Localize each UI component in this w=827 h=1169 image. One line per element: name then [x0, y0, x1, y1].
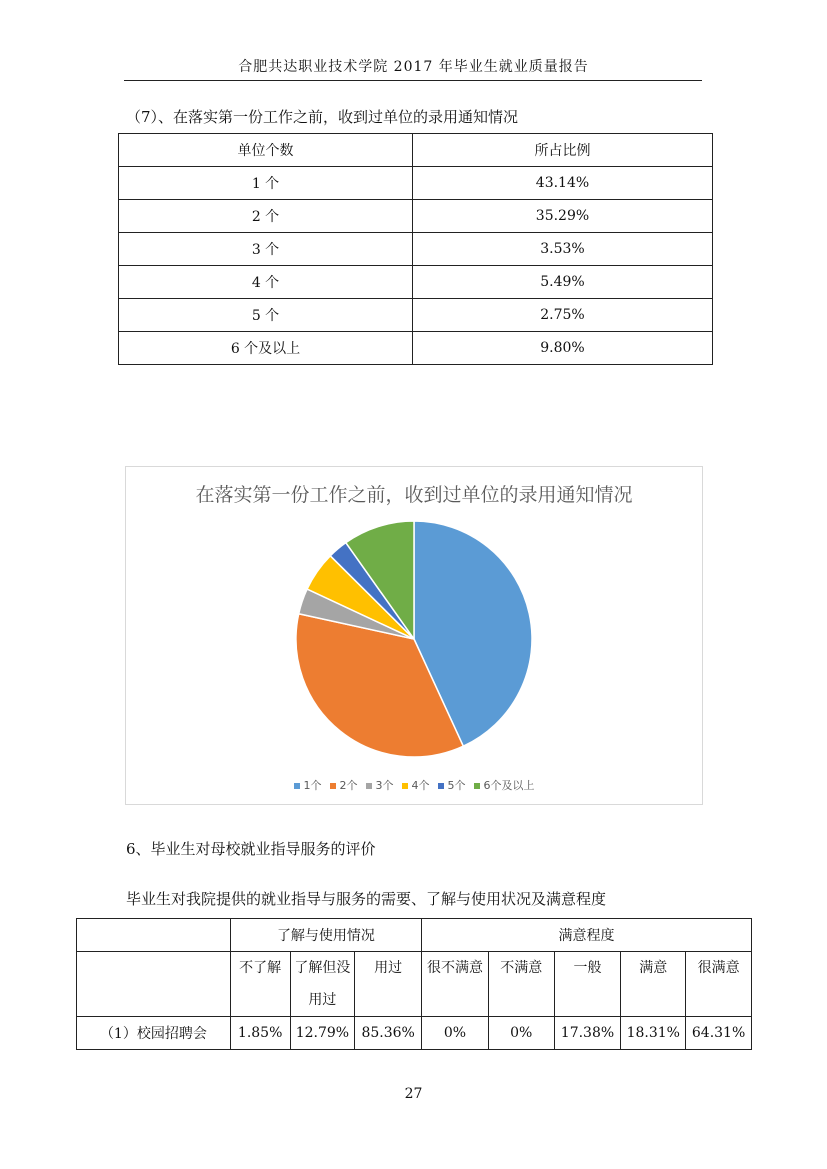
page-number: 27: [404, 1086, 423, 1102]
table-row: [119, 200, 713, 233]
empty-header-cell: [77, 952, 231, 1017]
row-label: （1）校园招聘会: [77, 1017, 231, 1050]
offer-count-table: [118, 133, 713, 365]
table-header-row: [119, 134, 713, 167]
column-header: 不满意: [488, 952, 554, 1017]
column-header: 一般: [554, 952, 621, 1017]
service-evaluation-table: [76, 918, 752, 1050]
table-cell: 3 个: [119, 233, 413, 266]
column-header: 所占比例: [413, 134, 713, 167]
table-cell: 43.14%: [413, 167, 713, 200]
legend-swatch: [330, 783, 336, 789]
legend-swatch: [438, 783, 444, 789]
table-cell: 2.75%: [413, 299, 713, 332]
page-header-title: 合肥共达职业技术学院 2017 年毕业生就业质量报告: [238, 59, 589, 75]
pie-chart-canvas: [126, 467, 702, 804]
column-header: 用过: [355, 952, 422, 1017]
legend-item: [438, 777, 466, 793]
group-header-usage: 了解与使用情况: [230, 919, 421, 952]
legend-label: 4个: [411, 779, 430, 792]
legend-item: [294, 777, 322, 793]
chart-title: 在落实第一份工作之前，收到过单位的录用通知情况: [195, 484, 633, 506]
table-cell: 5 个: [119, 299, 413, 332]
table-cell: 9.80%: [413, 332, 713, 365]
table-cell: 3.53%: [413, 233, 713, 266]
legend-item: [366, 777, 394, 793]
table-cell: 0%: [488, 1017, 554, 1050]
table-cell: 4 个: [119, 266, 413, 299]
legend-label: 3个: [375, 779, 394, 792]
column-header: 了解但没用过: [290, 952, 355, 1017]
table1-caption: （7）、在落实第一份工作之前，收到过单位的录用通知情况: [126, 108, 519, 126]
table-cell: 1.85%: [230, 1017, 290, 1050]
legend-swatch: [402, 783, 408, 789]
table-cell: 35.29%: [413, 200, 713, 233]
table-cell: 64.31%: [686, 1017, 752, 1050]
table-cell: 6 个及以上: [119, 332, 413, 365]
table-cell: 17.38%: [554, 1017, 621, 1050]
column-header: 很不满意: [422, 952, 489, 1017]
legend-label: 5个: [447, 779, 466, 792]
header-rule: [124, 80, 702, 81]
table-row: [77, 1017, 752, 1050]
legend-swatch: [366, 783, 372, 789]
legend-swatch: [474, 783, 480, 789]
table-cell: 0%: [422, 1017, 489, 1050]
table-cell: 12.79%: [290, 1017, 355, 1050]
table2-caption: 毕业生对我院提供的就业指导与服务的需要、了解与使用状况及满意程度: [126, 890, 607, 908]
table-cell: 2 个: [119, 200, 413, 233]
group-header-satisfaction: 满意程度: [422, 919, 752, 952]
table-subheader-row: [77, 952, 752, 1017]
table-cell: 1 个: [119, 167, 413, 200]
table-row: [119, 233, 713, 266]
legend-item: [402, 777, 430, 793]
chart-legend: [126, 777, 702, 793]
legend-swatch: [294, 783, 300, 789]
legend-item: [474, 777, 535, 793]
table-header-row: [77, 919, 752, 952]
table-cell: 5.49%: [413, 266, 713, 299]
legend-label: 2个: [339, 779, 358, 792]
legend-label: 6个及以上: [483, 779, 535, 792]
column-header: 满意: [621, 952, 686, 1017]
table-row: [119, 266, 713, 299]
section-heading: 6、毕业生对母校就业指导服务的评价: [126, 840, 376, 858]
table-cell: 85.36%: [355, 1017, 422, 1050]
pie-chart: [125, 466, 703, 805]
table-row: [119, 332, 713, 365]
legend-item: [330, 777, 358, 793]
column-header: 单位个数: [119, 134, 413, 167]
empty-header-cell: [77, 919, 231, 952]
column-header: 不了解: [230, 952, 290, 1017]
legend-label: 1个: [303, 779, 322, 792]
column-header: 很满意: [686, 952, 752, 1017]
table-row: [119, 299, 713, 332]
table-cell: 18.31%: [621, 1017, 686, 1050]
table-row: [119, 167, 713, 200]
